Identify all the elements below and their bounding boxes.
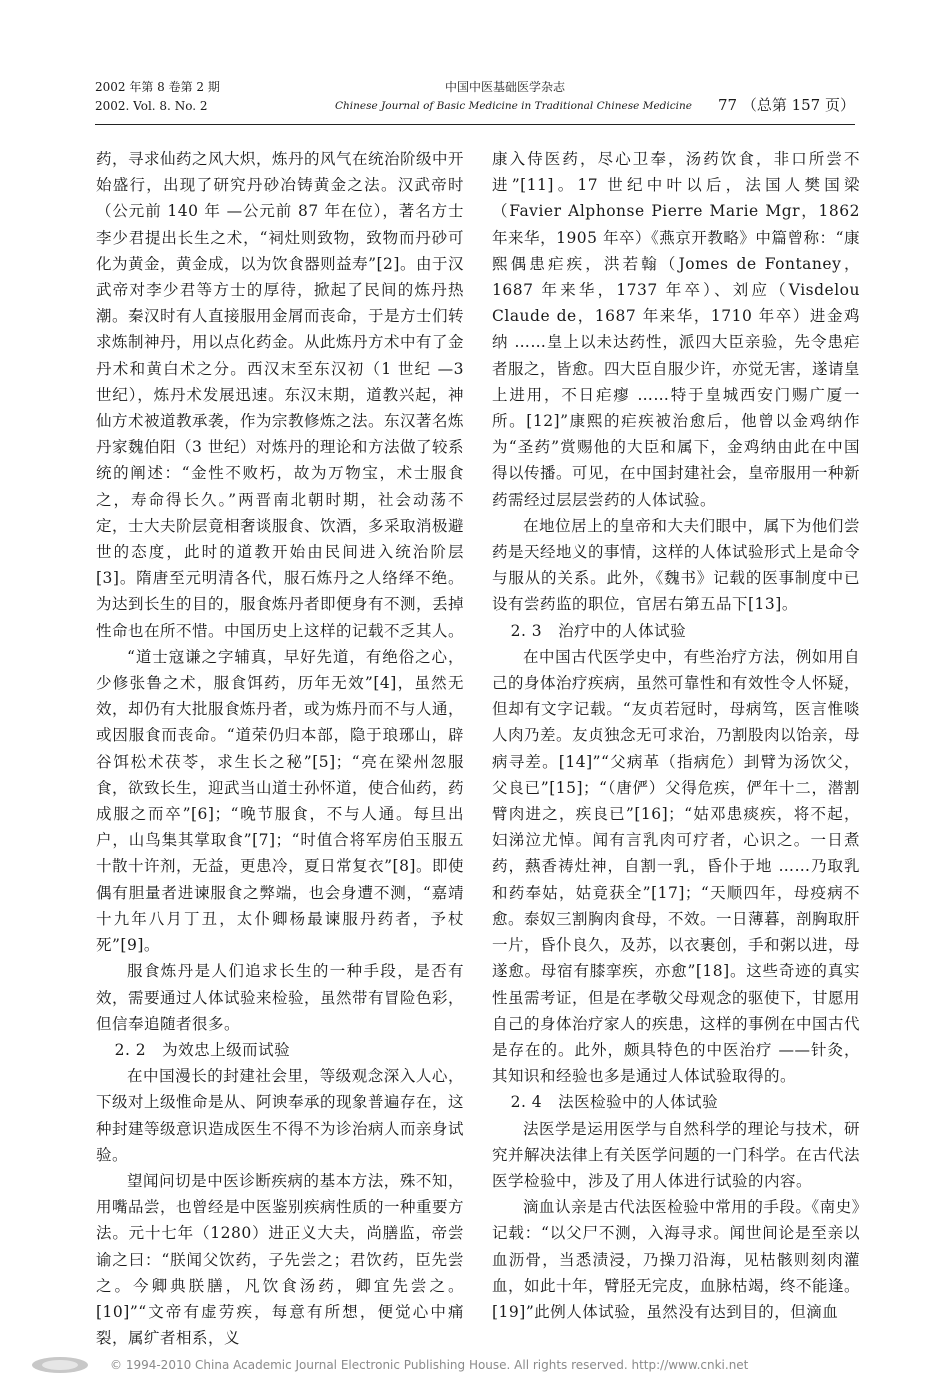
- header-rule: [95, 124, 855, 125]
- paragraph: 服食炼丹是人们追求长生的一种手段，是否有效，需要通过人体试验来检验，虽然带有冒险色彩，但信奉追随者很多。: [96, 962, 465, 1033]
- issue-cn: 2002 年第 8 卷第 2 期: [95, 80, 220, 94]
- page-header: [95, 78, 855, 124]
- journal-title-en: Chinese Journal of Basic Medicine in Traditional Chinese Medicine: [335, 100, 692, 112]
- journal-title-cn: 中国中医基础医学杂志: [444, 80, 565, 94]
- issue-info: [95, 78, 220, 116]
- paragraph: 滴血认亲是古代法医检验中常用的手段。《南史》记载：“以父尸不测，入海寻求。闻世间论是至亲以血沥骨，当悉渍浸，乃操刀沿海，见枯骸则刻肉灌血，如此十年，臂胫无完皮，血脉枯竭，终不能逢。[19]”此例人体试验，虽然没有达到目的，但滴血: [492, 1198, 861, 1321]
- section-heading: 2. 4 法医检验中的人体试验: [510, 1093, 719, 1112]
- page-footer: [30, 1358, 920, 1374]
- issue-en: 2002. Vol. 8. No. 2: [95, 99, 208, 113]
- copyright-line: © 1994-2010 China Academic Journal Electronic Publishing House. All rights reserved. http://www.cnki.net: [110, 1358, 749, 1372]
- paragraph: 在中国漫长的封建社会里，等级观念深入人心，下级对上级惟命是从、阿谀奉承的现象普遍存在，这种封建等级意识造成医生不得不为诊治病人而亲身试验。: [96, 1067, 465, 1164]
- paragraph: “道士寇谦之字辅真，早好先道，有绝俗之心，少修张鲁之术，服食饵药，历年无效”[4]，虽然无效，却仍有大批服食炼丹者，或为炼丹而不与人通，或因服食而丧命。“道荣仍归本部，隐于琅琊山，辟谷饵松术茯苓，求生长之秘”[5]；“亮在梁州忽服食，欲致长生，迎武当山道士孙怀道，使合仙药，药成服之而卒”[6]；“晚节服食，不与人通。每旦出户，山鸟集其掌取食”[7]；“时值合将军房伯玉服五十散十许剂，无益，更患冷，夏日常复衣”[8]。即使偶有胆量者进谏服食之弊端，也会身遭不测，“嘉靖十九年八月丁丑，太仆卿杨最谏服丹药者，予杖死”[9]。: [96, 647, 465, 955]
- left-column: [96, 146, 464, 1351]
- paragraph: 药，寻求仙药之风大炽，炼丹的风气在统治阶级中开始盛行，出现了研究丹砂冶铸黄金之法。汉武帝时（公元前 140 年 —公元前 87 年在位），著名方士李少君提出长生之术，“祠灶则致物，致物而丹砂可化为黄金，黄金成，以为饮食器则益寿”[2]。由于汉武帝对李少君等方士的厚待，掀起了民间的炼丹热潮。秦汉时有人直接服用金屑而丧命，于是方士们转求炼制神丹，用以点化药金。从此炼丹方术中有了金丹术和黄白术之分。西汉末至东汉初（1 世纪 —3 世纪），炼丹术发展迅速。东汉末期，道教兴起，神仙方术被道教承袭，作为宗教修炼之法。东汉著名炼丹家魏伯阳（3 世纪）对炼丹的理论和方法做了较系统的阐述：“金性不败朽，故为万物宝，术士服食之，寿命得长久。”两晋南北朝时期，社会动荡不定，士大夫阶层竟相奢谈服食、饮酒，多采取消极避世的态度，此时的道教开始由民间进入统治阶层[3]。隋唐至元明清各代，服石炼丹之人络绎不绝。为达到长生的目的，服食炼丹者即便身有不测，丢掉性命也在所不惜。中国历史上这样的记载不乏其人。: [96, 150, 465, 640]
- paragraph: 在中国古代医学史中，有些治疗方法，例如用自己的身体治疗疾病，虽然可靠性和有效性令人怀疑，但却有文字记载。“友贞若冠时，母病笃，医言惟啖人肉乃差。友贞独念无可求治，乃割股肉以饴亲，母病寻差。[14]”“父病革（指病危）刲臂为汤饮父，父良已”[15]；“（唐俨）父得危疾，俨年十二，潜割臂肉进之，疾良已”[16]；“姑邓患痰疾，将不起，妇涕泣尤悼。闻有言乳肉可疗者，心识之。一日煮药，爇香祷灶神，自割一乳，昏仆于地 ……乃取乳和药奉姑，姑竟获全”[17]；“天顺四年，母疫病不愈。泰奴三割胸肉食母，不效。一日薄暮，剖胸取肝一片，昏仆良久，及苏，以衣裹创，手和粥以进，母遂愈。母宿有膝挛疾，亦愈”[18]。这些奇迹的真实性虽需考证，但是在孝敬父母观念的驱使下，甘愿用自己的身体治疗家人的疾患，这样的事例在中国古代是存在的。此外，颇具特色的中医治疗 ——针灸，其知识和经验也多是通过人体试验取得的。: [492, 647, 861, 1086]
- paragraph: 望闻问切是中医诊断疾病的基本方法，殊不知，用嘴品尝，也曾经是中医鉴别疾病性质的一种重要方法。元十七年（1280）进正义大夫，尚膳监，帝尝谕之曰：“朕闻父饮药，子先尝之；君饮药，臣先尝之。今卿典朕膳，凡饮食汤药，卿宜先尝之。[10]”“文帝有虚劳疾，每意有所想，便觉心中痛裂，属纩者相系，义: [96, 1171, 465, 1348]
- section-heading: 2. 2 为效忠上级而试验: [114, 1040, 291, 1059]
- right-column: [492, 146, 860, 1325]
- journal-title: [335, 78, 692, 116]
- paragraph: 康入侍医药，尽心卫奉，汤药饮食，非口所尝不进”[11]。17 世纪中叶以后，法国人樊国梁（Favier Alphonse Pierre Marie Mgr，1862 年来华，1905 年卒）《燕京开教略》中篇曾称：“康熙偶患疟疾，洪若翰（Jomes de Fontaney，1687 年来华，1737 年卒）、刘应（Visdelou Claude de，1687 年来华，1710 年卒）进金鸡纳 ……皇上以未达药性，派四大臣亲验，先令患疟者服之，皆愈。四大臣自服少许，亦觉无害，遂请皇上进用，不日疟瘳 ……特于皇城西安门赐广厦一所。[12]”康熙的疟疾被治愈后，他曾以金鸡纳作为“圣药”赏赐他的大臣和属下，金鸡纳由此在中国得以传播。可见，在中国封建社会，皇帝服用一种新药需经过层层尝药的人体试验。: [492, 150, 861, 509]
- paragraph: 法医学是运用医学与自然科学的理论与技术，研究并解决法律上有关医学问题的一门科学。在古代法医学检验中，涉及了用人体进行试验的内容。: [492, 1119, 861, 1190]
- paragraph: 在地位居上的皇帝和大夫们眼中，属下为他们尝药是天经地义的事情，这样的人体试验形式上是命令与服从的关系。此外，《魏书》记载的医事制度中已设有尝药监的职位，官居右第五品下[13]。: [492, 516, 861, 614]
- page-number: 77 （总第 157 页）: [717, 96, 855, 114]
- publisher-logo-icon: [30, 1356, 90, 1374]
- section-heading: 2. 3 治疗中的人体试验: [510, 621, 687, 640]
